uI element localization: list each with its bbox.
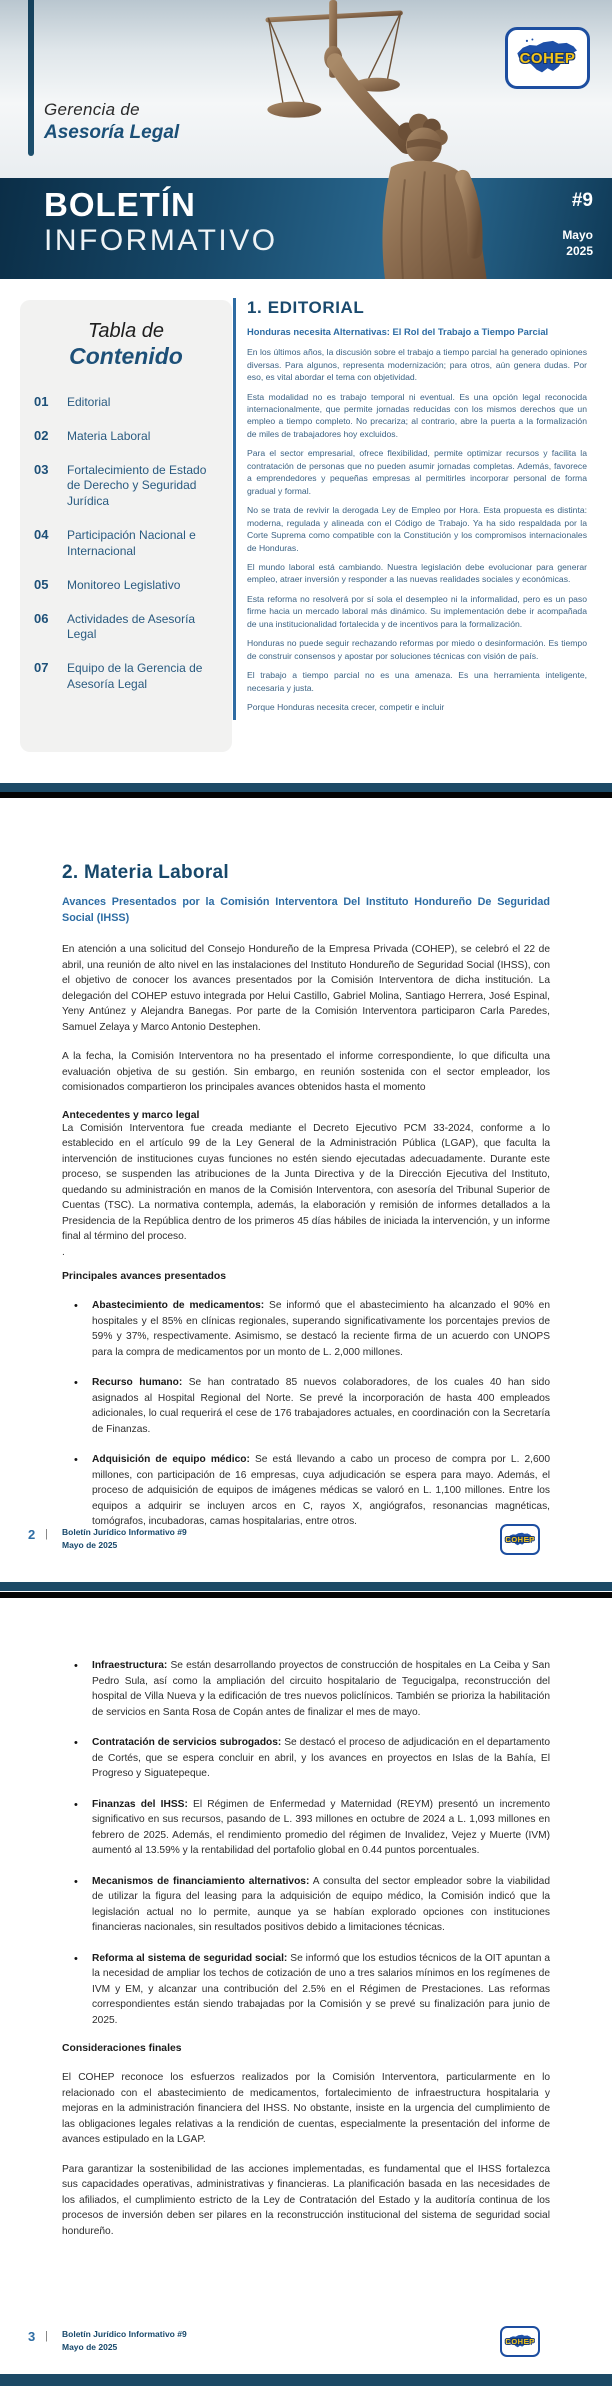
body-paragraph: Para garantizar la sostenibilidad de las acciones implementadas, es fundamental que el IHSS fortalezca sus capacidades operativas, administrativas y financieras. La planificación basada en las necesidades de los afiliados, el cumplimiento estricto de la Ley de Contratación del Estado y la auditoría continua de los procesos de inversión deben ser pilares en la reconstrucción institucional del sistema de seguridad social hondureño. (62, 2163, 550, 2237)
materia-laboral-continued (0, 1598, 612, 2239)
bullet-text: Se informó que los estudios técnicos de la OIT apuntan a la necesidad de ampliar los techos de cotización de uno a tres salarios mínimos en los regímenes de IVM y EM, y alcanzar una contribución del 2.5% en el Régimen de Prestaciones. Las reformas correspondientes están siendo trabajadas por la Comisión y se prevé su finalización para junio de 2025. (92, 1952, 550, 2026)
footer-separator: | (45, 1528, 48, 1540)
footer-line2: Mayo de 2025 (62, 1540, 118, 1551)
list-item-financiamiento (62, 1874, 550, 1936)
footer-line1: Boletín Jurídico Informativo #9 (62, 1527, 187, 1537)
cohep-logo (505, 27, 590, 89)
toc-item-number: 07 (34, 660, 49, 676)
toc-item-number: 06 (34, 610, 49, 626)
issue-block (562, 190, 593, 259)
toc-item-monitoreo (34, 577, 218, 594)
editorial-paragraph: En los últimos años, la discusión sobre el trabajo a tiempo parcial ha generado opiniones diversas. Para algunos, representa modernización; para otros, aún genera dudas. Por eso, es vital abordar el tema con objetividad. (247, 347, 587, 383)
footer-separator: | (45, 2330, 48, 2342)
bullet-lead: Reforma al sistema de seguridad social: (92, 1952, 288, 1964)
toc-item-label: Equipo de la Gerencia de Asesoría Legal (67, 661, 203, 692)
bullet-lead: Adquisición de equipo médico: (92, 1454, 250, 1466)
body-paragraph: A la fecha, la Comisión Interventora no ha presentado el informe correspondiente, lo que dificulta una evaluación objetiva de su gestión. Sin embargo, en reunión sostenida con el sector empleador, los comisionados compartieron los principales avances obtenidos hasta el momento (62, 1051, 550, 1094)
bullet-text: El Régimen de Enfermedad y Maternidad (REYM) presentó un incremento significativo en sus recursos, pasando de L. 393 millones en octubre de 2024 a L. 1,093 millones en febrero de 2025. Además, el rendimiento promedio del régimen de Invalidez, Vejez y Muerte (IVM) aumentó al 13.59% y la rentabilidad del portafolio global en 0.44 puntos porcentuales. (92, 1798, 550, 1856)
antecedentes-text: La Comisión Interventora fue creada mediante el Decreto Ejecutivo PCM 33-2024, conforme a lo establecido en el artículo 99 de la Ley General de la Administración Pública (LGAP), que faculta la intervención de instituciones cuyas funciones no estén siendo ejecutadas adecuadamente. Durante este proceso, se suspenden las atribuciones de la Junta Directiva y de la Dirección Ejecutiva del Instituto, quedando su administración en manos de la Comisión Interventora, con asesoría del Tribunal Superior de Cuentas (TSC). La normativa contempla, además, la elaboración y remisión de informes detallados a la Presidencia de la República dentro de los primeros 45 días hábiles de iniciada la intervención, y un informe final al término del proceso. (62, 1122, 550, 1243)
toc-item-label: Monitoreo Legislativo (67, 577, 181, 592)
list-item-infraestructura (62, 1658, 550, 1720)
footer-logo-wrap (500, 2326, 540, 2357)
toc-item-label: Participación Nacional e Internacional (67, 528, 196, 558)
editorial-section (233, 298, 593, 720)
toc-title-line1: Tabla de (88, 320, 164, 342)
bullet-text: Se informó que el abastecimiento ha alcanzado el 90% en hospitales y el 85% en clínicas regionales, superando significativamente los porcentajes previos de 59% y 37%, respectivamente. Asimismo, se destacó la reciente firma de un acuerdo con UNOPS para la compra de medicamentos por un monto de L. 2,000 millones. (92, 1300, 551, 1358)
toc-item-participacion (34, 527, 218, 560)
antecedentes-heading: Antecedentes y marco legal (62, 1109, 200, 1121)
toc-item-number: 02 (34, 427, 49, 443)
page-number: 3 (28, 2329, 36, 2344)
bullet-text: Se está llevando a cabo un proceso de compra por L. 2,600 millones, con participación de 16 empresas, cuya adjudicación se espera para mayo. Además, el proceso de adquisición de equipos de imágenes médicas se valoró en L. 1,100 millones. Entre los equipos a adquirir se incluyen arcos en C, rayos X, angiógrafos, resonancias magnéticas, tomógrafos, incubadoras, camas hospitalarias, entre otros. (92, 1454, 550, 1528)
page-1 (0, 0, 612, 798)
editorial-paragraph: El mundo laboral está cambiando. Nuestra legislación debe evolucionar para generar empleo, atraer inversión y responder a las nuevas realidades sociales y económicas. (247, 561, 587, 585)
editorial-paragraph: Porque Honduras necesita crecer, competir e incluir (247, 702, 445, 713)
avances-list-continued (62, 1658, 550, 2028)
bullet-text: Se han contratado 85 nuevos colaboradores, de los cuales 40 han sido asignados al Hospital Regional del Norte. Se prevé la incorporación de hasta 400 empleados adicionales, lo cual requerirá el cese de 176 trabajadores actuales, en coordinación con la Secretaría de Finanzas. (92, 1377, 550, 1435)
toc-item-number: 03 (34, 461, 49, 477)
editorial-paragraph: Esta reforma no resolverá por sí sola el desempleo ni la informalidad, pero es un paso firme hacia un mercado laboral más dinámico. Su implementación debe ir acompañada de una institucionalidad fortalecida y de incentivos para la formalización. (247, 593, 587, 629)
bullet-text: Se están desarrollando proyectos de construcción de hospitales en La Ceiba y San Pedro Sula, así como la ampliación del circuito hospitalario de Tegucigalpa, reconstrucción del hospital de Villa Nueva y la edificación de tres nuevos policlínicos. También se prioriza la habilitación de servicios en Santa Rosa de Copán antes de finalizar el mes de mayo. (92, 1660, 550, 1718)
materia-laboral-subtitle: Avances Presentados por la Comisión Interventora Del Instituto Hondureño De Seguridad Social (IHSS) (62, 896, 550, 925)
department-line1: Gerencia de (44, 100, 140, 119)
bullet-lead: Recurso humano: (92, 1377, 183, 1389)
footer-text (62, 2328, 187, 2354)
toc-item-equipo (34, 660, 218, 693)
cohep-logo-text: COHEP (505, 2337, 535, 2346)
bulletin-title-line2: INFORMATIVO (44, 224, 278, 257)
toc-item-number: 04 (34, 527, 49, 543)
bullet-lead: Infraestructura: (92, 1660, 168, 1671)
bulletin-title-line1: BOLETÍN (44, 186, 196, 223)
list-item-equipo-medico (62, 1452, 550, 1530)
page-2 (0, 798, 612, 1598)
body-paragraph: El COHEP reconoce los esfuerzos realizados por la Comisión Interventora, particularmente en lo relacionado con el abastecimiento de medicamentos, fortalecimiento de infraestructura hospitalaria y mejoras en la administración financiera del IHSS. No obstante, insiste en la urgencia del cumplimiento de las obligaciones legales relativas a la rendición de cuentas, especialmente la presentación del informe de avances estipulado en la LGAP. (62, 2072, 550, 2145)
department-title (44, 100, 179, 144)
toc-item-number: 05 (34, 576, 49, 592)
issue-year: 2025 (566, 243, 593, 258)
materia-laboral-section (0, 798, 612, 1530)
list-item-abastecimiento (62, 1298, 550, 1360)
toc-item-actividades (34, 611, 218, 644)
toc-item-materia-laboral (34, 428, 218, 445)
consideraciones-heading: Consideraciones finales (62, 2043, 182, 2054)
toc-title-line2: Contenido (69, 343, 183, 369)
cohep-logo (500, 2326, 540, 2357)
materia-laboral-heading: 2. Materia Laboral (62, 862, 229, 883)
cohep-logo-text: COHEP (505, 1535, 535, 1544)
toc-item-editorial (34, 394, 218, 411)
editorial-paragraph: Honduras no puede seguir rechazando reformas por miedo o desinformación. Es tiempo de construir consensos y apostar por soluciones técnicas con visión de país. (247, 638, 587, 661)
toc-item-label: Fortalecimiento de Estado de Derecho y Seguridad Jurídica (67, 462, 207, 509)
editorial-heading: 1. EDITORIAL (247, 298, 365, 317)
toc-item-label: Actividades de Asesoría Legal (67, 611, 196, 642)
editorial-paragraph: El trabajo a tiempo parcial no es una amenaza. Es una herramienta inteligente, necesaria y justa. (247, 670, 587, 693)
toc-item-label: Materia Laboral (67, 428, 151, 443)
department-line2: Asesoría Legal (44, 122, 180, 143)
bullet-lead: Mecanismos de financiamiento alternativos: (92, 1875, 310, 1887)
editorial-paragraph: Esta modalidad no es trabajo temporal ni eventual. Es una opción legal reconocida internacionalmente, que permite jornadas reducidas con los mismos derechos que un empleo a tiempo completo. No precariza; al contrario, abre la puerta a la formalización de miles de trabajadores hoy excluidos. (247, 391, 587, 439)
justice-statue-image (235, 0, 515, 279)
footer-text (62, 1526, 187, 1552)
bullet-text: Se destacó el proceso de adjudicación en el departamento de Cortés, que se espera concluir en abril, y los avances en proyectos en Islas de la Bahía, El Progreso y Siguatepeque. (92, 1737, 550, 1779)
editorial-subtitle: Honduras necesita Alternativas: El Rol del Trabajo a Tiempo Parcial (247, 326, 549, 337)
list-item-servicios-subrogados (62, 1735, 550, 1782)
page-footer (0, 2328, 612, 2368)
page-number: 2 (28, 1527, 36, 1542)
stray-dot: . (62, 1246, 65, 1258)
editorial-paragraph: Para el sector empresarial, ofrece flexibilidad, permite optimizar recursos y facilita la contratación de personas que no pueden asumir jornadas completas. Además, favorece a emprendedores y pequeñas empresas al permitirles incorporar personal de forma gradual y formal. (247, 448, 587, 496)
list-item-recurso-humano (62, 1375, 550, 1437)
toc-item-label: Editorial (67, 395, 111, 409)
bullet-lead: Finanzas del IHSS: (92, 1798, 188, 1810)
list-item-finanzas-ihss (62, 1797, 550, 1859)
table-of-contents (20, 300, 232, 752)
body-paragraph: En atención a una solicitud del Consejo Hondureño de la Empresa Privada (COHEP), se celebró el 22 de abril, una reunión de alto nivel en las instalaciones del Instituto Hondureño de Seguridad Social (IHSS), con el objetivo de conocer los avances presentados por la Comisión Interventora de dicha institución. La delegación del COHEP estuvo integrada por Helui Castillo, Gabriel Molina, Santiago Herrera, José Espinal, Yeny Antúnez y Alejandra Banegas. Por parte de la Comisión Interventora participaron Carla Paredes, Samuel Zelaya y Marco Antonio Destephen. (62, 944, 550, 1033)
page-bottom-band (0, 2374, 612, 2386)
toc-item-fortalecimiento (34, 462, 218, 510)
issue-number: #9 (571, 190, 593, 211)
cohep-logo (500, 1524, 540, 1555)
bullet-text: A consulta del sector empleador sobre la viabilidad de utilizar la figura del leasing para la adquisición de equipo médico, la Comisión indicó que la legislación actual no lo permite, aunque ya se habían explorado opciones con instituciones financieras nacionales, sin resultados positivos debido a limitaciones técnicas. (92, 1875, 550, 1933)
header-accent-bar (28, 0, 34, 156)
page-bottom-band (0, 783, 612, 792)
page-3 (0, 1598, 612, 2386)
page-bottom-band (0, 1582, 612, 1591)
avances-heading: Principales avances presentados (62, 1271, 227, 1283)
bullet-lead: Abastecimiento de medicamentos: (92, 1300, 265, 1312)
page-footer (0, 1526, 612, 1566)
bullet-lead: Contratación de servicios subrogados: (92, 1737, 282, 1748)
editorial-paragraph: No se trata de revivir la derogada Ley de Empleo por Hora. Esta propuesta es distinta: moderna, regulada y alineada con el Código de Trabajo. Ya ha sido respaldada por la Corte Suprema como compatible con la Constitución y los compromisos internacionales de Honduras. (247, 505, 587, 553)
list-item-reforma-seguridad-social (62, 1951, 550, 2029)
footer-line2: Mayo de 2025 (62, 2342, 118, 2353)
avances-list (62, 1298, 550, 1530)
cohep-logo-text: COHEP (519, 49, 576, 67)
footer-logo-wrap (500, 1524, 540, 1555)
toc-item-number: 01 (34, 394, 49, 409)
footer-line1: Boletín Jurídico Informativo #9 (62, 2329, 187, 2339)
issue-month: Mayo (562, 228, 593, 242)
